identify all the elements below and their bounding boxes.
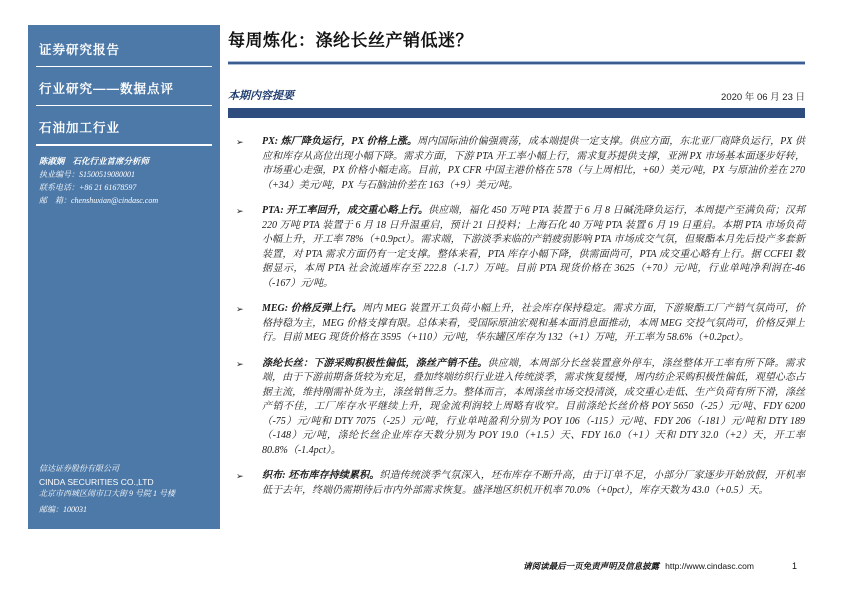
summary-body: 供应端，本周部分长丝装置意外停车，涤丝整体开工率有所下降。需求端，由于下游前期备货较为充足，叠加终端纺织行业进入传统淡季，需求恢复缓慢，周内纺企采购积极性偏低，观望心态占据主流，维持刚需补货为主，涤丝销售乏力。整体而言，本周涤丝市场交投清淡，成交重心走低、生产负荷有所下滑，涤丝产销不佳，工厂库存水平继续上升，现金流利润较上周略有收窄。目前涤纶长丝价格 POY 5650（-25）元/吨、FDY 6200（-75）元/吨和 DTY 7075（-25）元/吨，行业单吨盈利分别为 POY 106（-115）元/吨、FDY 206（-181）元/吨和 DTY 189（-148）元/吨，涤纶长丝企业库存天数分别为 POY 19.0（+1.5）天、FDY 16.0（+1）天和 DTY 32.0（+2）天，开工率 80.8%（-1.4pct）。 [262,357,805,456]
summary-item-meg [228,302,805,346]
summary-lead: PTA: 开工率回升，成交重心略上行。 [262,205,429,216]
summary-item-weaving [228,469,805,498]
summary-item-polyester-filament [228,357,805,459]
company-postcode: 邮编：100031 [39,504,87,514]
section-divider-bar [228,108,805,118]
company-name-en: CINDA SECURITIES CO.,LTD [39,476,154,487]
summary-body: 供应端，福化 450 万吨 PTA 装置于 6 月 8 日碱洗降负运行，本周提产至满负荷；汉邦 220 万吨 PTA 装置于 6 月 18 日升温重启，预计 21 日投料；上海石化 40 万吨 PTA 装置 6 月 19 日重启。本期 PTA 市场负荷小幅上升，开工率 78%（+0.9pct）。需求端，下游淡季来临的产销疲弱影响 PTA 市场成交气氛，但聚酯本月先后投产多套新装置，对 PTA 需求方面仍有一定支撑。整体来看，PTA 库存小幅下降，供需面尚可，PTA 成交重心略有上行。据 CCFEI 数据显示，本周 PTA 社会流通库存至 222.8（-1.7）万吨。目前 PTA 现货价格在 3625（+70）元/吨，行业单吨净利润在-46（-167）元/吨。 [262,205,805,289]
report-date: 2020 年 06 月 23 日 [721,92,805,103]
summary-item-px [228,135,805,193]
section-header [228,87,805,103]
summary-item-pta [228,204,805,291]
summary-lead: PX: 炼厂降负运行，PX 价格上涨。 [262,136,418,147]
footer-disclaimer: 请阅读最后一页免责声明及信息披露 [523,561,660,571]
summary-lead: 织布: 坯布库存持续累积。 [262,470,380,481]
arrow-bullet-icon: ➢ [236,472,244,482]
page-number: 1 [791,561,797,571]
analyst-email[interactable]: 邮 箱：chenshuxian@cindasc.com [39,196,159,205]
section-label: 本期内容提要 [228,90,294,102]
arrow-bullet-icon: ➢ [236,138,244,148]
page-footer [228,560,805,572]
summary-list [228,135,805,498]
company-name-cn: 信达证券股份有限公司 [39,464,119,473]
analyst-name-row [39,155,212,168]
summary-lead: 涤纶长丝：下游采购积极性偏低，涤丝产销不佳。 [262,357,488,369]
page-title: 每周炼化：涤纶长丝产销低迷？ [228,31,473,50]
summary-body: 织造传统淡季气氛深入，坯布库存不断升高，由于订单不足，小部分厂家逐步开始放假，开机率低于去年，终端仍需期待后市内外部需求恢复。盛泽地区织机开机率 70.0%（+0pct），库存天数为 43.0（+0.5）天。 [262,470,805,496]
main-content [228,30,805,509]
report-type-heading: 证券研究报告 [36,31,212,67]
analyst-title: 石化行业首席分析师 [72,156,150,166]
arrow-bullet-icon: ➢ [236,359,244,370]
arrow-bullet-icon: ➢ [236,305,244,315]
summary-body: 周内 MEG 装置开工负荷小幅上升，社会库存保持稳定。需求方面，下游聚酯工厂产销气氛尚可，价格持稳为主，MEG 价格支撑有限。总体来看，受国际原油宏观和基本面消息面推动，本周 MEG 交投气氛尚可，价格反弹上行。目前 MEG 现货价格在 3595（+110）元/吨，华东罐区库存为 132（+1）万吨，开工率为 58.6%（+0.2pct）。 [262,303,805,343]
summary-lead: MEG: 价格反弹上行。 [262,303,362,314]
analyst-block [36,155,212,207]
company-block [39,463,212,516]
analyst-name: 陈淑娴 [39,156,65,166]
title-rule [228,61,805,65]
research-category-heading: 行业研究——数据点评 [36,67,212,106]
analyst-phone: 联系电话：+86 21 61678597 [39,183,137,192]
summary-body: 周内国际油价偏强震荡，成本端提供一定支撑。供应方面，东北亚厂商降负运行，PX 供应和库存从高位出现小幅下降。需求方面，下游 PTA 开工率小幅上行，需求复苏提供支撑，亚洲 PX 市场基本面逐步好转，市场重心走强，PX 价格小幅走高。目前，PX CFR 中国主港价格在 578（与上周相比，+60）美元/吨，PX 与原油价差在 270（+34）美元/吨，PX 与石脑油价差在 163（+9）美元/吨。 [262,136,805,191]
arrow-bullet-icon: ➢ [236,207,244,217]
analyst-license: 执业编号：S1500519080001 [39,170,135,179]
company-address: 北京市西城区闹市口大街 9 号院 1 号楼 [39,489,175,498]
industry-heading: 石油加工行业 [36,106,212,146]
sidebar [28,25,220,529]
footer-url-link[interactable]: http://www.cindasc.com [665,561,754,571]
